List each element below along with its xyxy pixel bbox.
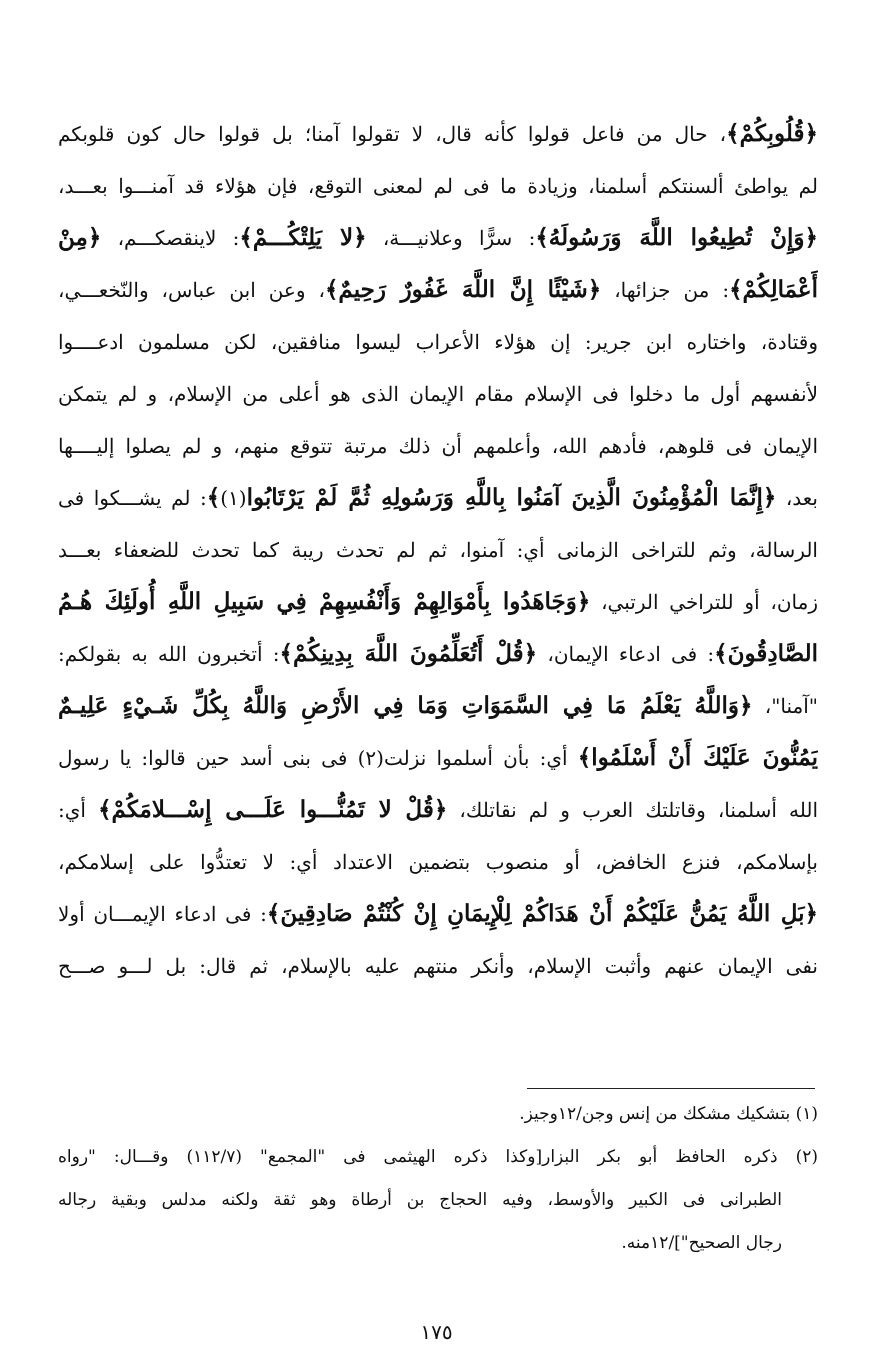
text-line bbox=[58, 680, 818, 732]
commentary-text: لأنفسهم أول ما دخلوا فى الإسلام مقام الإيمان الذى هو أعلى من الإسلام، و لم يتمكن bbox=[58, 382, 818, 406]
commentary-text: : سرًّا وعلانيـــة، bbox=[366, 226, 536, 250]
quran-verse: ﴿وَإِنْ تُطِيعُوا اللَّهَ وَرَسُولَهُ﴾ bbox=[535, 224, 818, 251]
text-line bbox=[58, 472, 818, 524]
text-line bbox=[58, 108, 818, 160]
commentary-text: : من جزائها، bbox=[601, 278, 730, 302]
text-line bbox=[58, 368, 818, 420]
text-line bbox=[58, 524, 818, 576]
commentary-text: : لم يشـــكوا فى bbox=[58, 486, 207, 510]
commentary-text: الله أسلمنا، وقاتلتك العرب و لم نقاتلك، bbox=[447, 798, 818, 822]
footnote-1: (١) بتشكيك مشكك من إنس وجن/١٢وجيز. bbox=[519, 1104, 818, 1124]
text-line bbox=[58, 940, 818, 992]
commentary-text: بإسلامكم، فنزع الخافض، أو منصوب بتضمين الاعتداد أي: لا تعتدُّوا على إسلامكم، bbox=[58, 850, 818, 874]
commentary-text: (١) bbox=[220, 486, 247, 510]
quran-verse: ﴿قُلْ لا تَمُنُّـــوا عَلَـــى إِسْـــلامَكُمْ﴾ bbox=[98, 796, 448, 823]
quran-verse: ﴾ bbox=[206, 484, 221, 511]
quran-verse: ﴿لا يَلِتْكُـــمْ﴾ bbox=[239, 224, 367, 251]
commentary-text: (٢) bbox=[357, 746, 384, 770]
text-line bbox=[58, 784, 818, 836]
commentary-text: : فى ادعاء الإيمـــان أولا bbox=[58, 902, 267, 926]
text-line bbox=[58, 212, 818, 264]
commentary-text: زمان، أو للتراخي الرتبي، bbox=[590, 590, 818, 614]
commentary-text: ، وعن ابن عباس، والنّخعـــي، bbox=[58, 278, 325, 302]
page-number: ١٧٥ bbox=[420, 1320, 453, 1344]
footnotes bbox=[58, 1093, 818, 1265]
text-line bbox=[58, 732, 818, 784]
quran-verse: الصَّادِقُونَ﴾ bbox=[714, 640, 818, 667]
commentary-text: ، حال من فاعل قولوا كأنه قال، لا تقولوا آمنا؛ بل قولوا حال كون قلوبكم bbox=[58, 122, 727, 146]
quran-verse: ﴿شَيْئًا إِنَّ اللَّهَ غَفُورٌ رَحِيمٌ﴾ bbox=[324, 276, 602, 303]
text-line bbox=[58, 628, 818, 680]
text-line bbox=[58, 316, 818, 368]
commentary-text: فى بنى أسد حين قالوا: يا رسول bbox=[58, 746, 358, 770]
quran-verse: ﴿مِنْ bbox=[58, 224, 102, 251]
quran-verse: ﴿بَلِ اللَّهُ يَمُنُّ عَلَيْكُمْ أَنْ هَدَاكُمْ لِلْإِيمَانِ إِنْ كُنْتُمْ صَادِقِينَ﴾ bbox=[266, 900, 818, 927]
commentary-text: الإيمان فى قلوهم، فأدهم الله، وأعلمهم أن ذلك مرتبة تتوقع منهم، و لم يصلوا إليــــها bbox=[58, 434, 818, 458]
commentary-text: أي: بأن أسلموا نزلت bbox=[383, 746, 578, 770]
footnote-2-line-3: رجال الصحيح"]/١٢منه. bbox=[621, 1233, 782, 1253]
commentary-text: أي: bbox=[58, 798, 99, 822]
text-line bbox=[58, 264, 818, 316]
quran-verse: ﴿وَجَاهَدُوا بِأَمْوَالِهِمْ وَأَنْفُسِهِمْ فِي سَبِيلِ اللَّهِ أُولَئِكَ هُـمُ bbox=[58, 588, 591, 615]
quran-verse: ﴿إِنَّمَا الْمُؤْمِنُونَ الَّذِينَ آمَنُوا بِاللَّهِ وَرَسُولِهِ ثُمَّ لَمْ يَرْتَابُوا bbox=[246, 484, 777, 511]
quran-verse: أَعْمَالِكُمْ﴾ bbox=[729, 276, 818, 303]
text-line bbox=[58, 888, 818, 940]
text-line bbox=[58, 836, 818, 888]
quran-verse: يَمُنُّونَ عَلَيْكَ أَنْ أَسْلَمُوا﴾ bbox=[577, 744, 818, 771]
quran-verse: ﴿قُلُوبِكُمْ﴾ bbox=[726, 120, 818, 147]
quran-verse: ﴿وَاللَّهُ يَعْلَمُ مَا فِي السَّمَوَاتِ وَمَا فِي الأَرْضِ وَاللَّهُ بِكُلِّ شَـيْءٍ عَلِيـمٌ bbox=[58, 692, 753, 719]
commentary-text: : أتخبرون الله به بقولكم: bbox=[58, 642, 280, 666]
text-line bbox=[58, 160, 818, 212]
footnote-2-line-2: الطبرانى فى الكبير والأوسط، وفيه الحجاج بن أرطاة وهو ثقة ولكنه مدلس وبقية رجاله bbox=[58, 1190, 782, 1210]
commentary-text: وقتادة، واختاره ابن جرير: إن هؤلاء الأعراب ليسوا منافقين، لكن مسلمون ادعــــوا bbox=[58, 330, 818, 354]
commentary-text: : لاينقصكـــم، bbox=[101, 226, 240, 250]
text-line bbox=[58, 420, 818, 472]
quran-verse: ﴿قُلْ أَتُعَلِّمُونَ اللَّهَ بِدِينِكُمْ﴾ bbox=[279, 640, 538, 667]
commentary-text: نفى الإيمان عنهم وأثبت الإسلام، وأنكر منتهم عليه بالإسلام، ثم قال: بل لـــو صـــح bbox=[58, 954, 818, 978]
footnote-separator bbox=[527, 1088, 815, 1089]
commentary-text: لم يواطئ ألسنتكم أسلمنا، وزيادة ما فى لم لمعنى التوقع، فإن هؤلاء قد آمنـــوا بعـــد، bbox=[58, 174, 818, 198]
commentary-text: الرسالة، وثم للتراخى الزمانى أي: آمنوا، ثم لم تحدث ريبة كما تحدث للضعفاء بعـــد bbox=[58, 538, 818, 562]
text-line bbox=[58, 576, 818, 628]
commentary-text: : فى ادعاء الإيمان، bbox=[537, 642, 715, 666]
commentary-text: بعد، bbox=[776, 486, 818, 510]
footnote-2-line-1: (٢) ذكره الحافظ أبو بكر البزار[وكذا ذكره الهيثمى فى "المجمع" (١١٢/٧) وقـــال: "رواه bbox=[58, 1147, 818, 1167]
main-text bbox=[58, 108, 818, 992]
commentary-text: "آمنا"، bbox=[752, 694, 818, 718]
